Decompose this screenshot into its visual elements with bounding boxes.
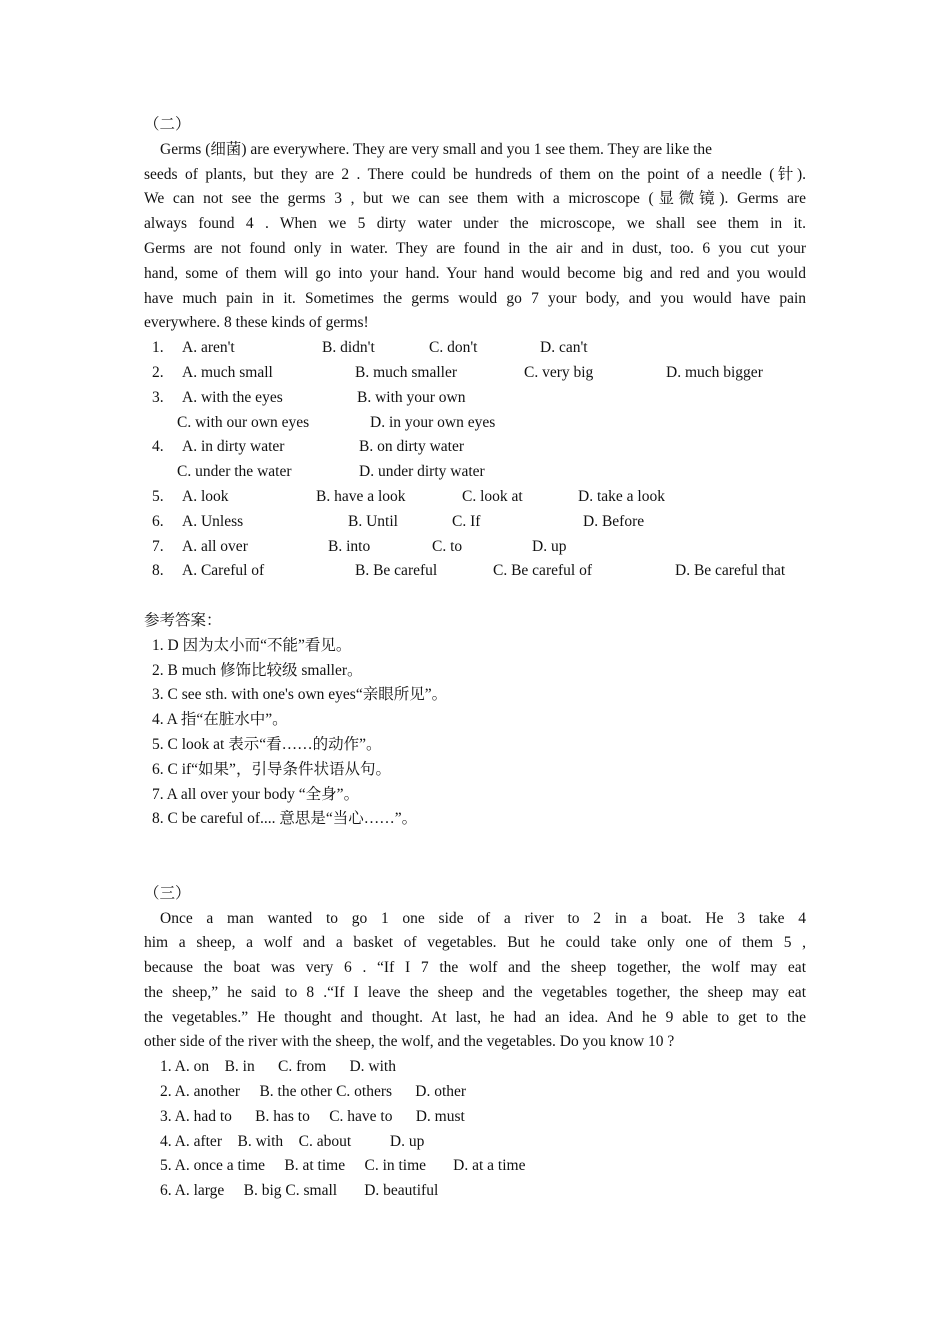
option-c: C. look at [462, 487, 523, 505]
answer-key-heading: 参考答案： [144, 611, 222, 629]
option-c: C. with our own eyes [177, 413, 310, 431]
question-number: 8. [152, 562, 164, 580]
option-c: C. If [452, 512, 481, 530]
option-a: A. with the eyes [182, 388, 283, 406]
document-page [144, 113, 806, 1204]
option-b: B. didn't [322, 339, 375, 357]
option-a: A. in dirty water [182, 438, 285, 456]
passage-line: always found 4 . When we 5 dirty water under the microscope, we shall see them in it. [144, 215, 806, 233]
option-a: A. much small [182, 363, 273, 381]
option-b: B. Be careful [355, 562, 438, 580]
option-d: D. in your own eyes [370, 413, 496, 431]
section-2-passage [144, 138, 806, 336]
section-2-questions [144, 336, 806, 584]
answer-item: 2. B much 修饰比较级 smaller。 [152, 661, 363, 679]
question-row-continued [144, 460, 806, 485]
passage-line: Once a man wanted to go 1 one side of a river to 2 in a boat. He 3 take 4 [160, 909, 806, 927]
question-row: 3. A. had to B. has to C. have to D. must [160, 1107, 465, 1125]
question-row-continued [144, 411, 806, 436]
question-row: 1. A. on B. in C. from D. with [160, 1058, 396, 1076]
passage-line: have much pain in it. Sometimes the germs would go 7 your body, and you would have pain [144, 289, 806, 307]
answer-item: 8. C be careful of.... 意思是“当心……”。 [152, 810, 418, 828]
option-d: D. can't [540, 339, 588, 357]
option-d: D. take a look [578, 487, 665, 505]
question-number: 3. [152, 388, 164, 406]
question-row [144, 535, 806, 560]
question-row: 6. A. large B. big C. small D. beautiful [160, 1182, 439, 1200]
question-row [144, 386, 806, 411]
passage-line: Germs (细菌) are everywhere. They are very small and you 1 see them. They are like the [160, 140, 713, 158]
option-d: D. up [532, 537, 567, 555]
passage-line: Germs are not found only in water. They are found in the air and in dust, too. 6 you cut your [144, 239, 806, 257]
question-row [144, 336, 806, 361]
question-number: 2. [152, 363, 164, 381]
passage-line: the vegetables.” He thought and thought. At last, he had an idea. And he 9 able to get to the [144, 1008, 806, 1026]
option-d: D. much bigger [666, 363, 763, 381]
option-c: C. Be careful of [493, 562, 592, 580]
option-b: B. with your own [357, 388, 466, 406]
option-b: B. on dirty water [359, 438, 465, 456]
question-row: 4. A. after B. with C. about D. up [160, 1132, 425, 1150]
question-row [144, 485, 806, 510]
question-number: 1. [152, 339, 164, 357]
question-row [144, 435, 806, 460]
question-number: 5. [152, 487, 164, 505]
passage-line: seeds of plants, but they are 2 . There could be hundreds of them on the point of a needle (针). [144, 165, 806, 183]
section-3-heading: （三） [144, 884, 191, 902]
option-b: B. have a look [316, 487, 406, 505]
question-number: 6. [152, 512, 164, 530]
option-b: B. Until [348, 512, 398, 530]
passage-line: everywhere. 8 these kinds of germs! [144, 314, 369, 332]
option-a: A. look [182, 487, 229, 505]
section-3-questions [144, 1055, 806, 1204]
answer-item: 5. C look at 表示“看……的动作”。 [152, 735, 382, 753]
option-b: B. into [328, 537, 371, 555]
passage-line: We can not see the germs 3 , but we can see them with a microscope (显微镜). Germs are [144, 190, 806, 208]
answer-key [144, 609, 806, 832]
option-d: D. Before [583, 512, 645, 530]
passage-line: hand, some of them will go into your hand. Your hand would become big and red and you would [144, 264, 806, 282]
answer-item: 6. C if“如果”，引导条件状语从句。 [152, 760, 391, 778]
question-row [144, 559, 806, 584]
question-number: 4. [152, 438, 164, 456]
section-2-heading: （二） [144, 116, 191, 133]
option-a: A. Unless [182, 512, 244, 530]
answer-item: 4. A 指“在脏水中”。 [152, 711, 288, 729]
option-c: C. very big [524, 363, 594, 381]
question-row: 2. A. another B. the other C. others D. other [160, 1083, 467, 1101]
option-a: A. aren't [182, 339, 235, 357]
passage-line: the sheep,” he said to 8 .“If I leave the sheep and the vegetables together, the sheep may eat [144, 983, 806, 1001]
section-3-passage [144, 907, 806, 1056]
question-row: 5. A. once a time B. at time C. in time D. at a time [160, 1157, 526, 1175]
question-row [144, 361, 806, 386]
answer-item: 7. A all over your body “全身”。 [152, 785, 360, 803]
option-b: B. much smaller [355, 363, 458, 381]
answer-item: 1. D 因为太小而“不能”看见。 [152, 636, 352, 654]
passage-line: because the boat was very 6 . “If I 7 the wolf and the sheep together, the wolf may eat [144, 959, 806, 977]
option-c: C. don't [429, 339, 478, 357]
question-number: 7. [152, 537, 164, 555]
answer-item: 3. C see sth. with one's own eyes“亲眼所见”。 [152, 686, 448, 704]
option-a: A. Careful of [182, 562, 265, 580]
option-d: D. under dirty water [359, 463, 485, 481]
option-c: C. under the water [177, 463, 292, 481]
passage-line: him a sheep, a wolf and a basket of vegetables. But he could take only one of them 5 , [144, 934, 806, 952]
passage-line: other side of the river with the sheep, the wolf, and the vegetables. Do you know 10 ? [144, 1033, 675, 1051]
option-d: D. Be careful that [675, 562, 786, 580]
option-a: A. all over [182, 537, 248, 555]
question-row [144, 510, 806, 535]
option-c: C. to [432, 537, 463, 555]
